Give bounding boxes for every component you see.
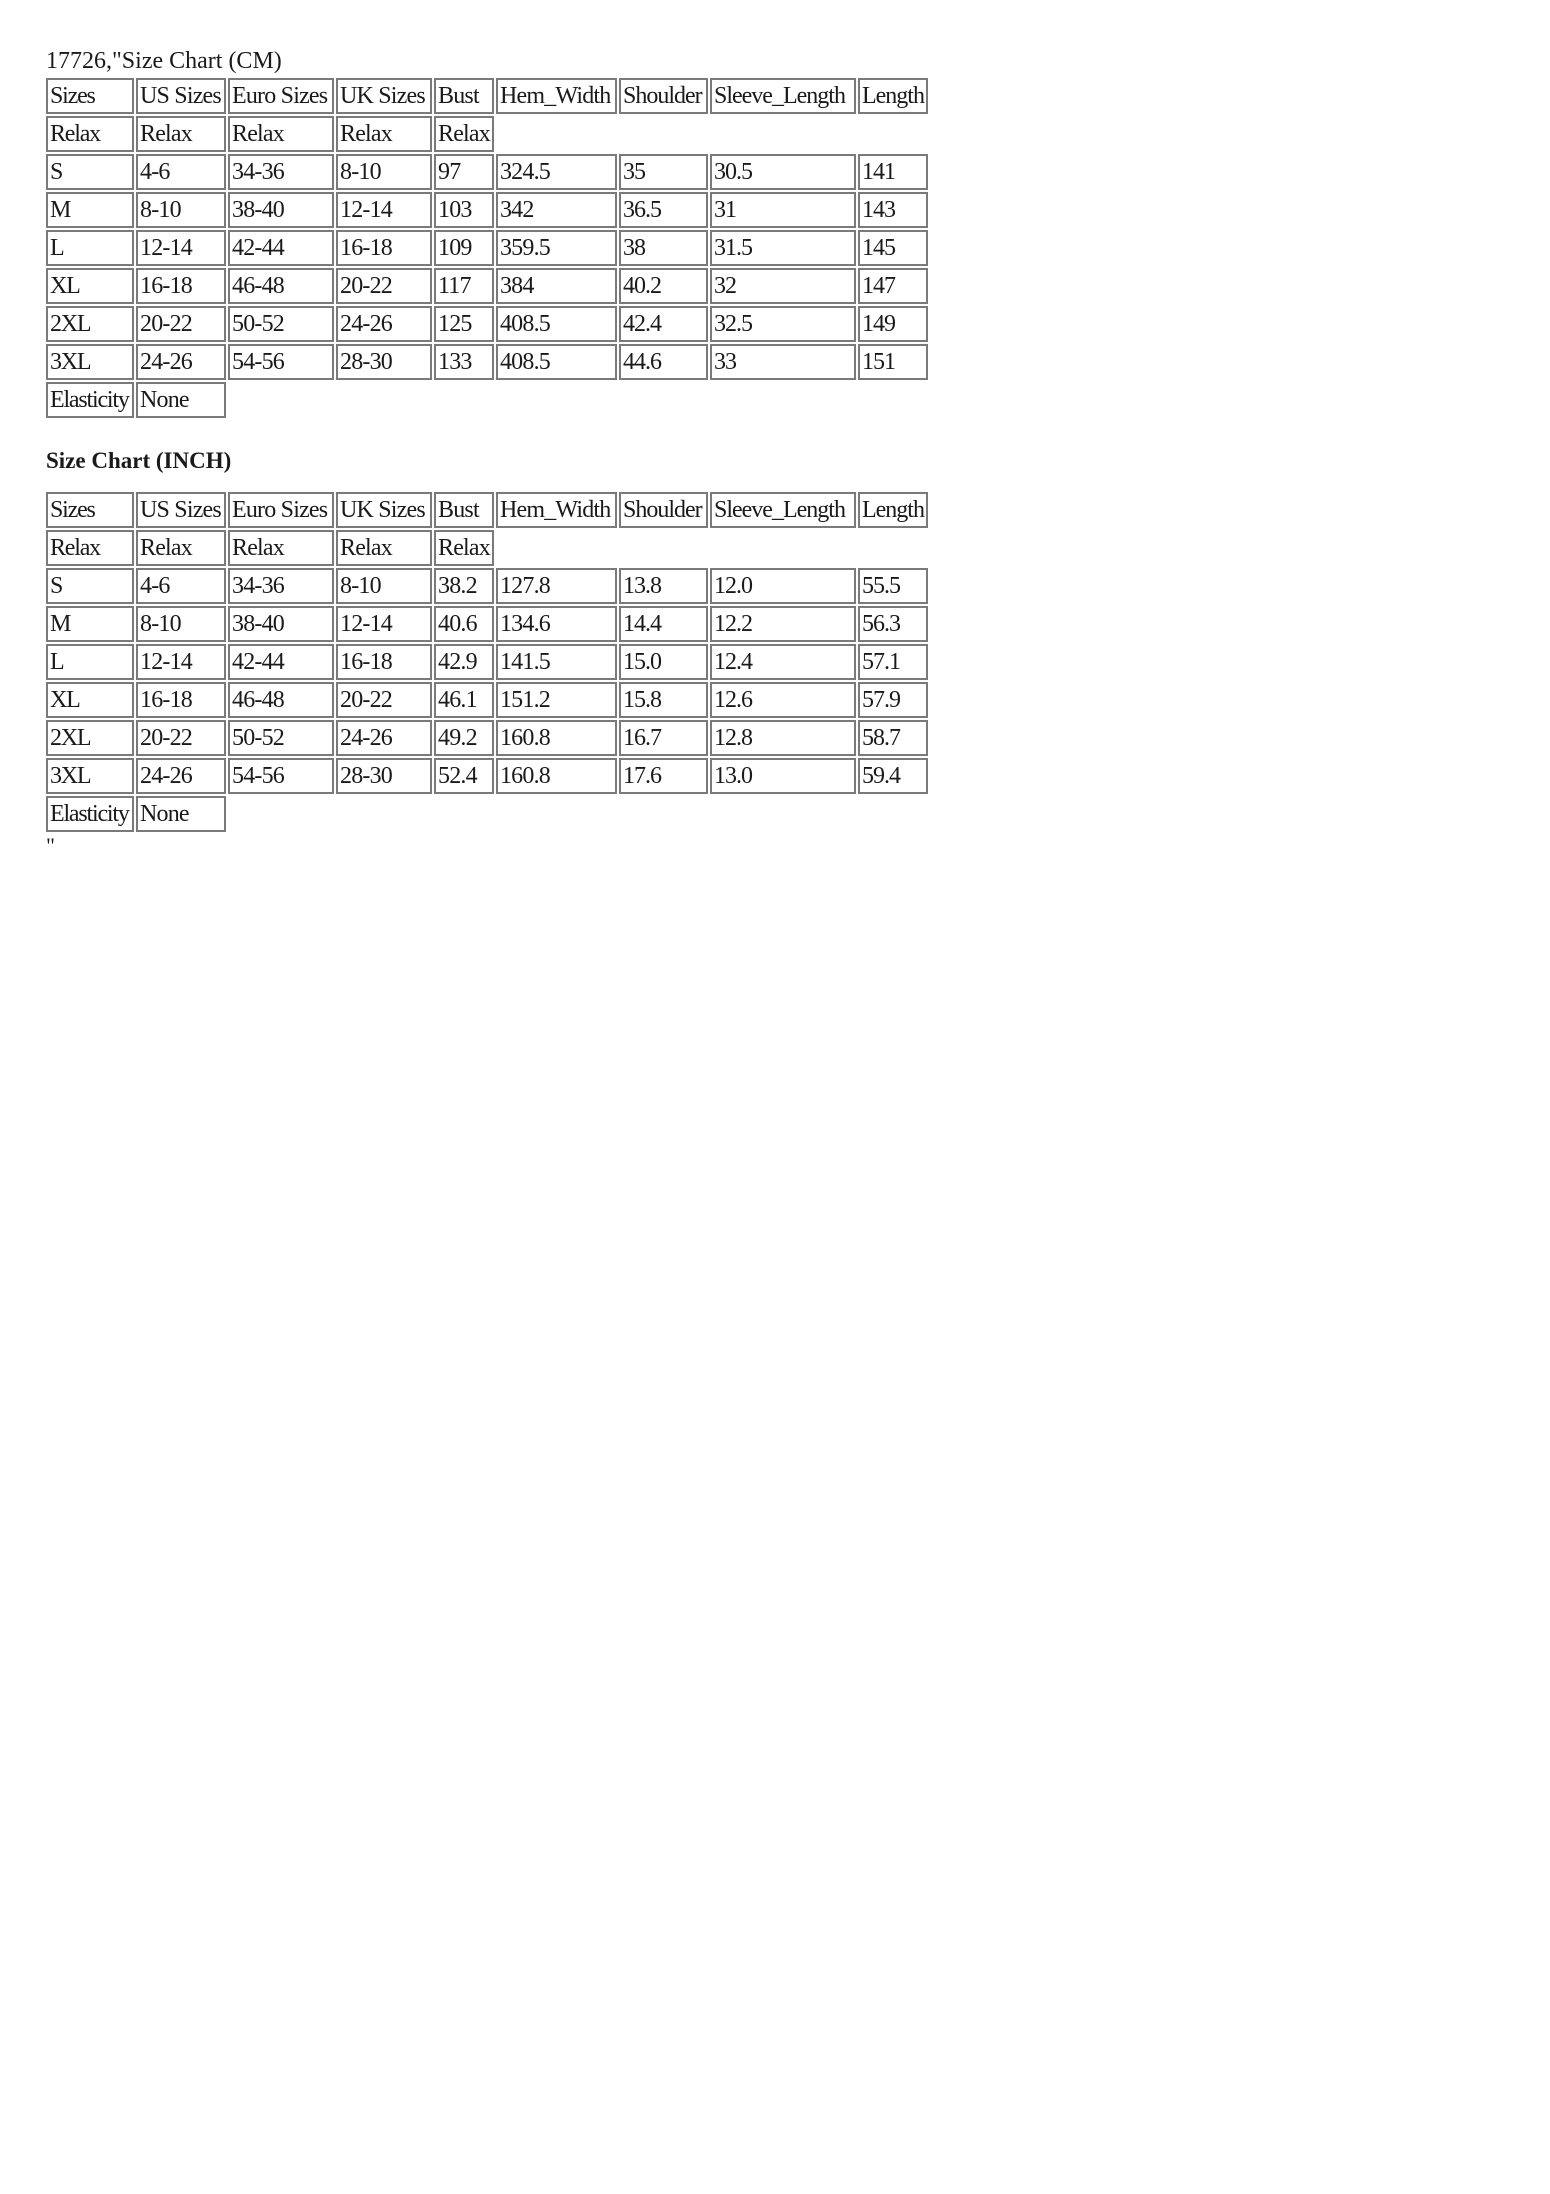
table-cell: 12.6: [710, 682, 856, 718]
table-cell: 109: [434, 230, 494, 266]
table-cell: L: [46, 230, 134, 266]
table-cell: 24-26: [136, 344, 226, 380]
table-cell: 16-18: [136, 268, 226, 304]
table-cell: 54-56: [228, 758, 334, 794]
table-cell: 13.0: [710, 758, 856, 794]
elasticity-row: [46, 382, 928, 418]
table-cell: 2XL: [46, 306, 134, 342]
table-cell: 34-36: [228, 568, 334, 604]
table-cell: 46-48: [228, 682, 334, 718]
empty-cell: [710, 530, 856, 566]
table-row: [46, 344, 928, 380]
table-cell: 31: [710, 192, 856, 228]
size-chart-cm-body: [46, 78, 928, 418]
empty-cell: [619, 530, 708, 566]
table-cell: 2XL: [46, 720, 134, 756]
empty-cell: [858, 530, 928, 566]
table-cell: Relax: [336, 116, 432, 152]
empty-cell: [619, 382, 708, 418]
table-cell: 24-26: [336, 720, 432, 756]
table-cell: 42-44: [228, 230, 334, 266]
table-cell: 40.6: [434, 606, 494, 642]
table-cell: 359.5: [496, 230, 617, 266]
table-cell: 55.5: [858, 568, 928, 604]
table-row: [46, 306, 928, 342]
table-cell: Sizes: [46, 78, 134, 114]
table-cell: Relax: [434, 530, 494, 566]
empty-cell: [710, 382, 856, 418]
page-title: 17726,"Size Chart (CM): [46, 48, 282, 74]
table-cell: 16.7: [619, 720, 708, 756]
table-cell: 15.8: [619, 682, 708, 718]
table-cell: UK Sizes: [336, 492, 432, 528]
table-cell: 160.8: [496, 720, 617, 756]
table-cell: Sleeve_Length: [710, 78, 856, 114]
table-cell: 8-10: [136, 606, 226, 642]
table-cell: 16-18: [136, 682, 226, 718]
inch-section-heading: Size Chart (INCH): [46, 448, 232, 473]
table-cell: 38-40: [228, 606, 334, 642]
empty-cell: [710, 796, 856, 832]
table-cell: 17.6: [619, 758, 708, 794]
table-row: [46, 568, 928, 604]
table-cell: Relax: [336, 530, 432, 566]
empty-cell: [858, 796, 928, 832]
table-cell: 35: [619, 154, 708, 190]
table-cell: 42.9: [434, 644, 494, 680]
table-cell: Relax: [228, 530, 334, 566]
table-cell: 3XL: [46, 344, 134, 380]
table-cell: 56.3: [858, 606, 928, 642]
table-cell: 28-30: [336, 758, 432, 794]
empty-cell: [434, 796, 494, 832]
table-cell: 133: [434, 344, 494, 380]
closing-quote: ": [46, 833, 55, 858]
table-cell: 34-36: [228, 154, 334, 190]
fit-row: [46, 116, 928, 152]
table-cell: 127.8: [496, 568, 617, 604]
table-cell: Sleeve_Length: [710, 492, 856, 528]
table-cell: 12.8: [710, 720, 856, 756]
table-cell: XL: [46, 268, 134, 304]
table-cell: 12.4: [710, 644, 856, 680]
table-cell: 58.7: [858, 720, 928, 756]
table-cell: Length: [858, 78, 928, 114]
table-row: [46, 154, 928, 190]
table-cell: 24-26: [336, 306, 432, 342]
table-cell: 15.0: [619, 644, 708, 680]
table-cell: 46-48: [228, 268, 334, 304]
table-cell: Hem_Width: [496, 492, 617, 528]
table-cell: 141: [858, 154, 928, 190]
table-cell: 42-44: [228, 644, 334, 680]
table-cell: 40.2: [619, 268, 708, 304]
table-cell: 13.8: [619, 568, 708, 604]
document-page: [46, 46, 946, 858]
empty-cell: [434, 382, 494, 418]
table-row: [46, 230, 928, 266]
table-cell: Elasticity: [46, 382, 134, 418]
table-cell: Relax: [46, 116, 134, 152]
table-cell: Length: [858, 492, 928, 528]
table-cell: 97: [434, 154, 494, 190]
table-cell: 160.8: [496, 758, 617, 794]
empty-cell: [496, 796, 617, 832]
empty-cell: [228, 796, 334, 832]
table-cell: 12-14: [136, 644, 226, 680]
table-cell: 408.5: [496, 344, 617, 380]
table-cell: 134.6: [496, 606, 617, 642]
table-cell: Shoulder: [619, 492, 708, 528]
table-row: [46, 192, 928, 228]
table-cell: 8-10: [336, 568, 432, 604]
table-cell: Relax: [136, 116, 226, 152]
table-cell: 12-14: [136, 230, 226, 266]
table-cell: 46.1: [434, 682, 494, 718]
size-chart-inch-body: [46, 492, 928, 832]
empty-cell: [858, 116, 928, 152]
table-cell: 20-22: [136, 720, 226, 756]
table-cell: Elasticity: [46, 796, 134, 832]
table-cell: 33: [710, 344, 856, 380]
table-row: [46, 758, 928, 794]
table-cell: 42.4: [619, 306, 708, 342]
table-cell: 28-30: [336, 344, 432, 380]
table-cell: 384: [496, 268, 617, 304]
table-cell: US Sizes: [136, 78, 226, 114]
table-cell: 32.5: [710, 306, 856, 342]
size-chart-inch-table: [44, 490, 930, 834]
table-cell: 52.4: [434, 758, 494, 794]
table-cell: US Sizes: [136, 492, 226, 528]
table-cell: 38: [619, 230, 708, 266]
empty-cell: [619, 796, 708, 832]
empty-cell: [710, 116, 856, 152]
table-cell: 147: [858, 268, 928, 304]
table-cell: XL: [46, 682, 134, 718]
table-cell: 50-52: [228, 720, 334, 756]
table-cell: 117: [434, 268, 494, 304]
table-cell: Bust: [434, 492, 494, 528]
table-cell: 31.5: [710, 230, 856, 266]
table-cell: Shoulder: [619, 78, 708, 114]
table-cell: 36.5: [619, 192, 708, 228]
table-cell: 38-40: [228, 192, 334, 228]
table-cell: Euro Sizes: [228, 78, 334, 114]
table-cell: 12-14: [336, 192, 432, 228]
table-cell: None: [136, 382, 226, 418]
empty-cell: [496, 530, 617, 566]
table-cell: 57.1: [858, 644, 928, 680]
table-cell: 57.9: [858, 682, 928, 718]
table-cell: 151.2: [496, 682, 617, 718]
table-cell: 50-52: [228, 306, 334, 342]
table-cell: 20-22: [136, 306, 226, 342]
table-cell: 4-6: [136, 568, 226, 604]
table-cell: 16-18: [336, 644, 432, 680]
table-cell: 12-14: [336, 606, 432, 642]
table-cell: Hem_Width: [496, 78, 617, 114]
table-cell: 20-22: [336, 268, 432, 304]
table-cell: 408.5: [496, 306, 617, 342]
table-cell: 8-10: [136, 192, 226, 228]
table-cell: S: [46, 154, 134, 190]
fit-row: [46, 530, 928, 566]
empty-cell: [336, 382, 432, 418]
table-cell: None: [136, 796, 226, 832]
table-cell: 342: [496, 192, 617, 228]
header-row: [46, 492, 928, 528]
elasticity-row: [46, 796, 928, 832]
table-cell: Bust: [434, 78, 494, 114]
table-cell: 141.5: [496, 644, 617, 680]
empty-cell: [228, 382, 334, 418]
empty-cell: [496, 116, 617, 152]
table-cell: 38.2: [434, 568, 494, 604]
table-cell: 24-26: [136, 758, 226, 794]
table-cell: 3XL: [46, 758, 134, 794]
table-cell: Relax: [228, 116, 334, 152]
table-cell: Relax: [46, 530, 134, 566]
header-row: [46, 78, 928, 114]
table-cell: 44.6: [619, 344, 708, 380]
empty-cell: [858, 382, 928, 418]
table-cell: 16-18: [336, 230, 432, 266]
table-cell: 151: [858, 344, 928, 380]
table-cell: 125: [434, 306, 494, 342]
table-row: [46, 720, 928, 756]
table-cell: 12.0: [710, 568, 856, 604]
size-chart-cm-table: [44, 76, 930, 420]
table-cell: 8-10: [336, 154, 432, 190]
table-cell: 4-6: [136, 154, 226, 190]
table-row: [46, 682, 928, 718]
table-cell: 324.5: [496, 154, 617, 190]
table-cell: S: [46, 568, 134, 604]
table-row: [46, 644, 928, 680]
table-cell: 54-56: [228, 344, 334, 380]
table-cell: 145: [858, 230, 928, 266]
table-cell: 49.2: [434, 720, 494, 756]
table-cell: M: [46, 606, 134, 642]
empty-cell: [496, 382, 617, 418]
table-cell: M: [46, 192, 134, 228]
empty-cell: [619, 116, 708, 152]
table-cell: 143: [858, 192, 928, 228]
table-cell: 14.4: [619, 606, 708, 642]
table-cell: 59.4: [858, 758, 928, 794]
table-cell: L: [46, 644, 134, 680]
table-cell: 149: [858, 306, 928, 342]
table-cell: Sizes: [46, 492, 134, 528]
table-cell: Euro Sizes: [228, 492, 334, 528]
table-cell: 30.5: [710, 154, 856, 190]
empty-cell: [336, 796, 432, 832]
table-cell: Relax: [434, 116, 494, 152]
table-cell: Relax: [136, 530, 226, 566]
table-cell: 32: [710, 268, 856, 304]
table-cell: 12.2: [710, 606, 856, 642]
table-row: [46, 268, 928, 304]
table-cell: 20-22: [336, 682, 432, 718]
table-cell: UK Sizes: [336, 78, 432, 114]
table-cell: 103: [434, 192, 494, 228]
table-row: [46, 606, 928, 642]
